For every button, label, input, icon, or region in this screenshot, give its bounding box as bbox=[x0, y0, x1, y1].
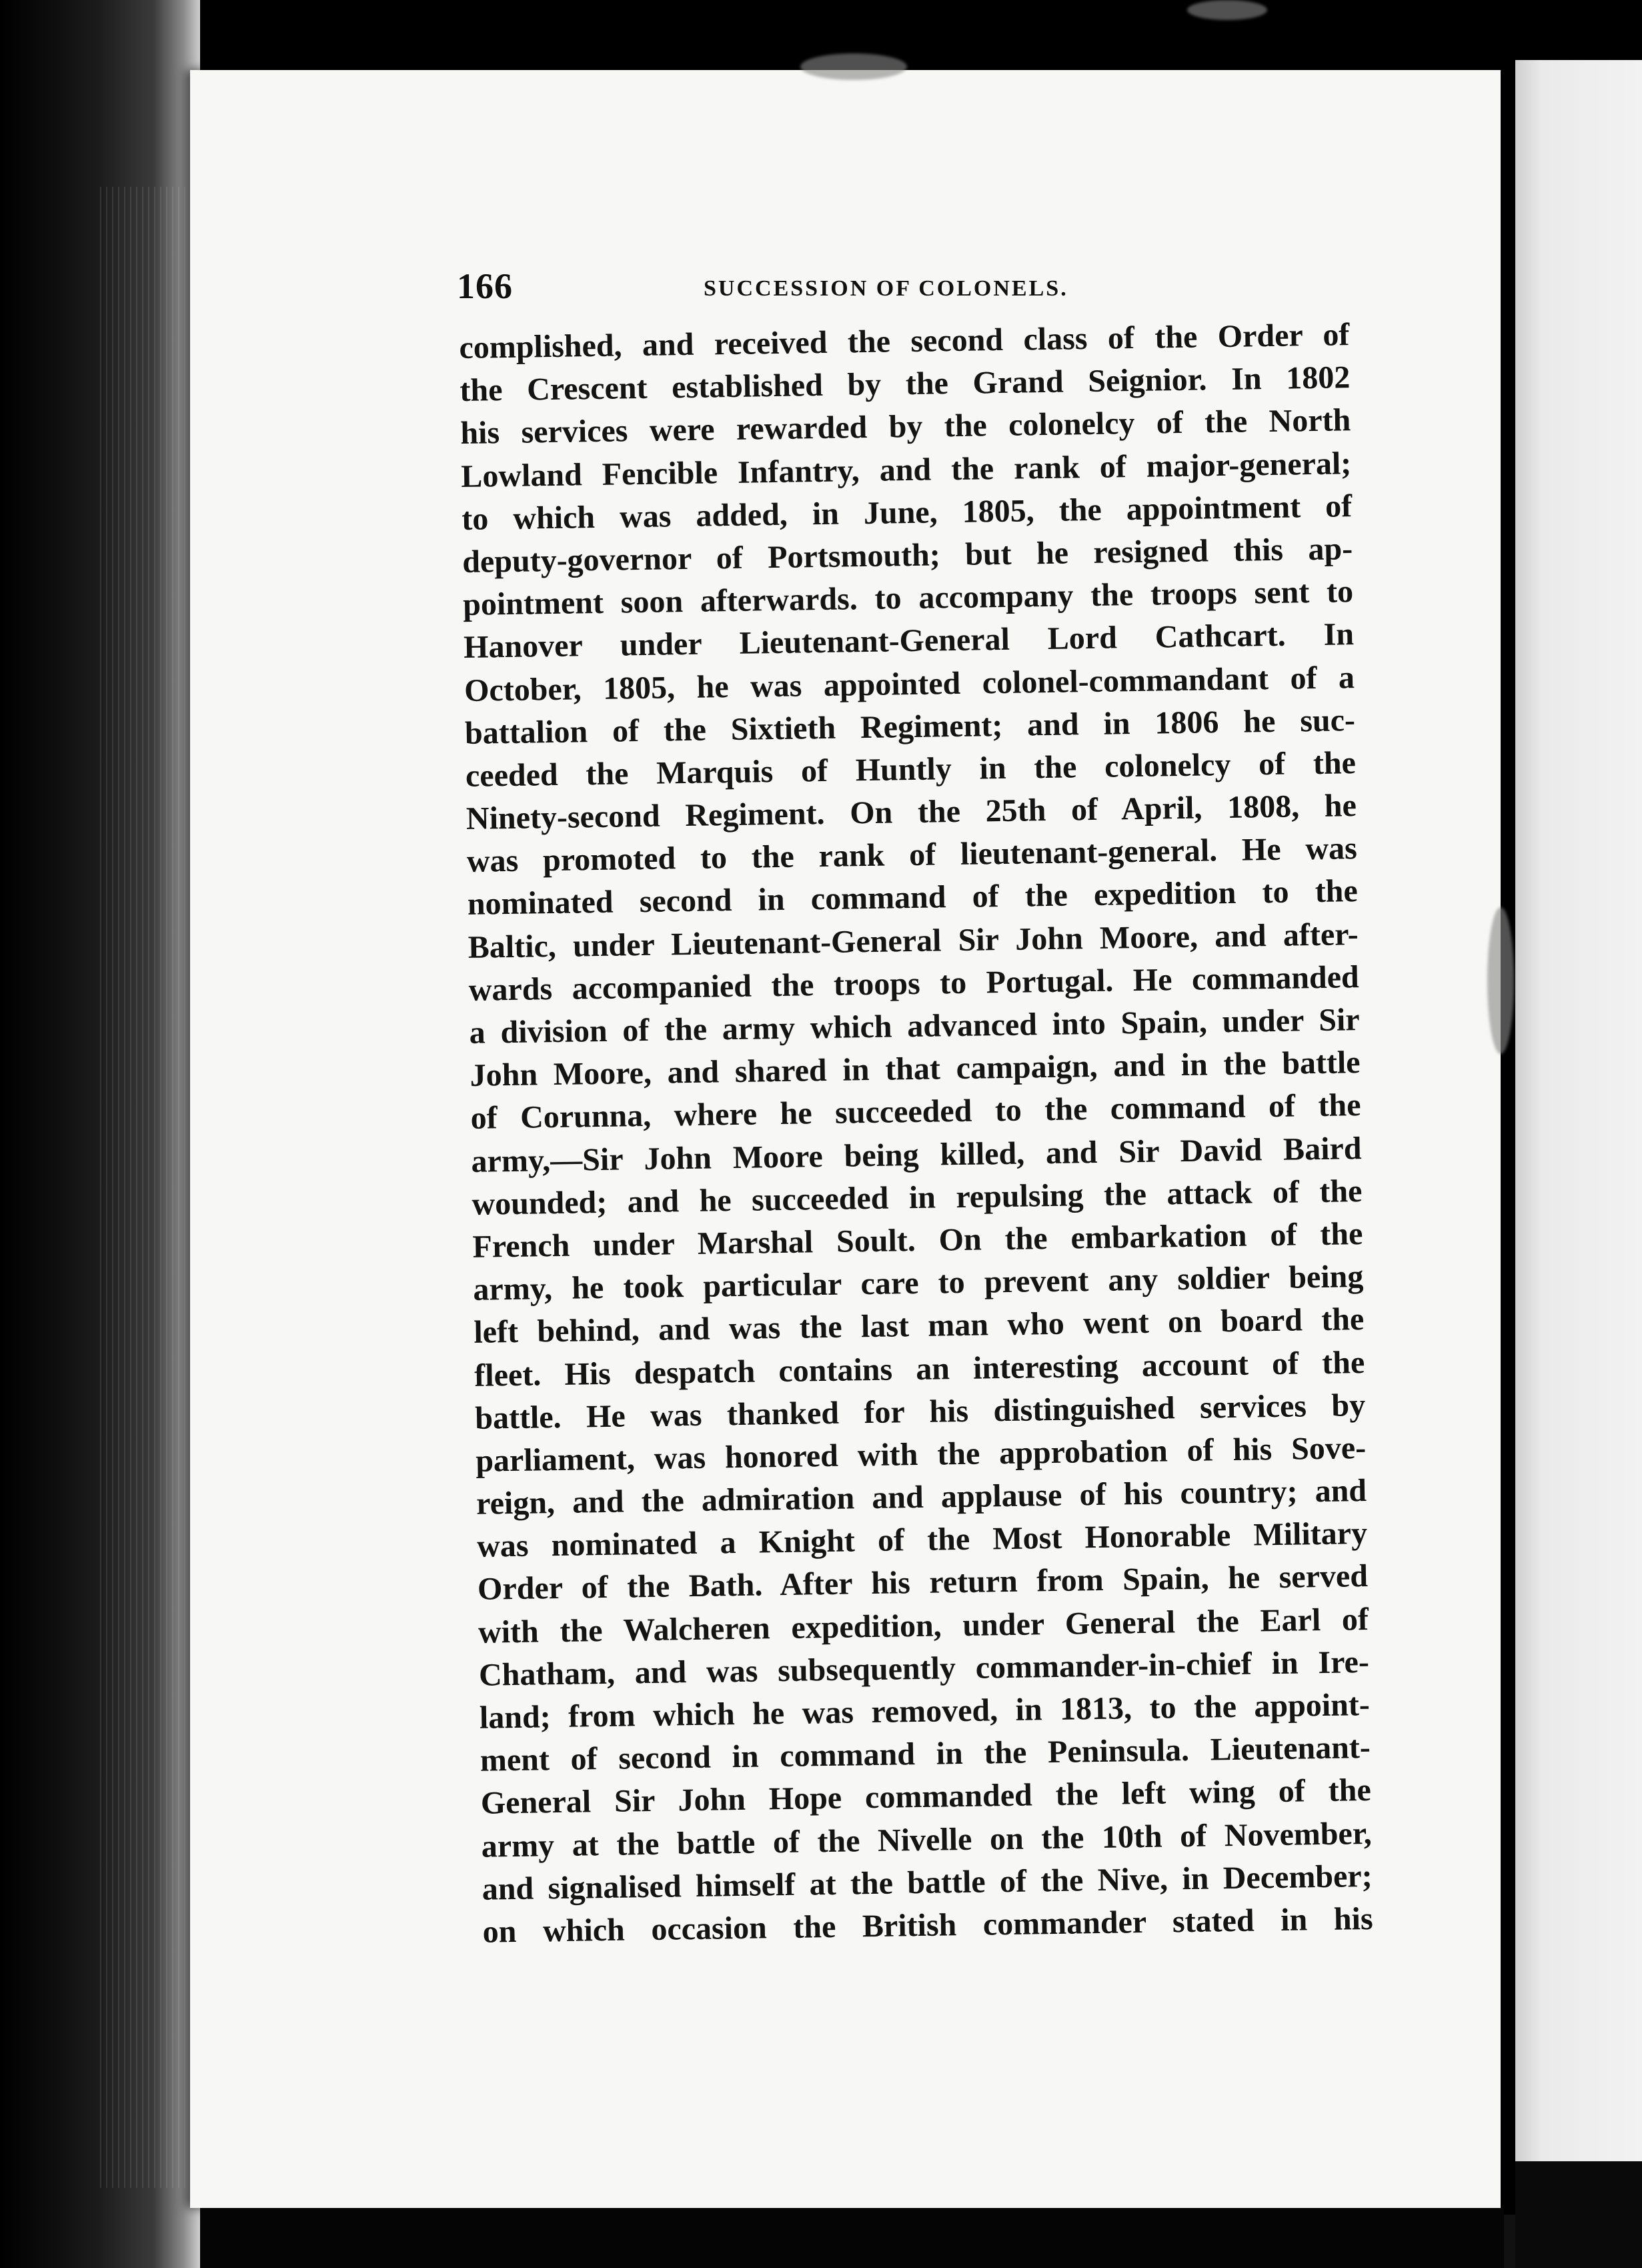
text-line: General Sir John Hope commanded the left wing of the bbox=[480, 1772, 1372, 1822]
text-line: Baltic, under Lieutenant-General Sir John Moore, and after- bbox=[468, 916, 1359, 965]
running-head: SUCCESSION OF COLONELS. bbox=[704, 276, 1068, 301]
text-line: was nominated a Knight of the Most Honorable Military bbox=[476, 1516, 1368, 1565]
text-line: fleet. His despatch contains an interesting account of the bbox=[474, 1344, 1365, 1393]
text-line: the Crescent established by the Grand Seignior. In 1802 bbox=[460, 360, 1351, 409]
text-line: army at the battle of the Nivelle on the 10th of November, bbox=[481, 1815, 1373, 1864]
page-bottom-shadow bbox=[200, 2208, 1504, 2268]
text-line: army,—Sir John Moore being killed, and Sir David Baird bbox=[471, 1130, 1362, 1179]
text-line: John Moore, and shared in that campaign, and in the battle bbox=[470, 1045, 1361, 1094]
text-line: deputy-governor of Portsmouth; but he resigned this ap- bbox=[462, 531, 1353, 580]
book-gutter bbox=[1501, 53, 1515, 2215]
text-line: reign, and the admiration and applause of his country; and bbox=[476, 1473, 1367, 1522]
text-line: pointment soon afterwards. to accompany the troops sent to bbox=[462, 574, 1354, 623]
text-line: parliament, was honored with the approbation of his Sove- bbox=[475, 1430, 1367, 1479]
text-line: nominated second in command of the expedition to the bbox=[467, 873, 1359, 923]
text-line: Chatham, and was subsequently commander-in-chief in Ire- bbox=[478, 1644, 1370, 1693]
text-line: Order of the Bath. After his return from Spain, he served bbox=[477, 1558, 1369, 1608]
text-line: ment of second in command in the Peninsula. Lieutenant- bbox=[480, 1730, 1371, 1778]
text-line: with the Walcheren expedition, under General the Earl of bbox=[478, 1601, 1369, 1650]
text-line: to which was added, in June, 1805, the appointment of bbox=[461, 488, 1353, 537]
text-line: ceeded the Marquis of Huntly in the colonelcy of the bbox=[465, 744, 1357, 794]
text-line: Lowland Fencible Infantry, and the rank of major-general; bbox=[460, 445, 1352, 494]
page-edge-streaks bbox=[100, 187, 193, 2188]
facing-page-edge bbox=[1515, 60, 1642, 2195]
text-line: battalion of the Sixtieth Regiment; and in 1806 he suc- bbox=[464, 702, 1356, 751]
text-line: of Corunna, where he succeeded to the command of the bbox=[470, 1087, 1361, 1137]
text-line: land; from which he was removed, in 1813, to the appoint- bbox=[479, 1686, 1371, 1736]
text-line: army, he took particular care to prevent any soldier being bbox=[473, 1259, 1364, 1307]
scan-speck bbox=[800, 53, 907, 80]
scan-speck bbox=[1187, 0, 1267, 20]
scan-speck bbox=[1487, 907, 1514, 1054]
text-line: October, 1805, he was appointed colonel-commandant of a bbox=[464, 659, 1355, 708]
text-line: was promoted to the rank of lieutenant-general. He was bbox=[466, 830, 1358, 880]
text-line: wounded; and he succeeded in repulsing the attack of the bbox=[472, 1173, 1363, 1222]
page-header bbox=[457, 265, 1351, 319]
page-number: 166 bbox=[457, 266, 513, 306]
text-line: French under Marshal Soult. On the embarkation of the bbox=[472, 1215, 1363, 1265]
text-line: left behind, and was the last man who went on board the bbox=[473, 1301, 1365, 1351]
text-line: wards accompanied the troops to Portugal. He commanded bbox=[468, 959, 1359, 1008]
text-line: on which occasion the British commander stated in his bbox=[482, 1900, 1373, 1950]
text-line: battle. He was thanked for his distinguished services by bbox=[474, 1387, 1366, 1436]
text-line: a division of the army which advanced into Spain, under Sir bbox=[469, 1002, 1360, 1051]
facing-page-bottom-shadow bbox=[1515, 2161, 1642, 2268]
text-line: and signalised himself at the battle of the Nive, in December; bbox=[482, 1858, 1373, 1907]
text-line: Ninety-second Regiment. On the 25th of April, 1808, he bbox=[466, 788, 1357, 836]
text-line: complished, and received the second class of the Order of bbox=[459, 317, 1350, 366]
text-line: Hanover under Lieutenant-General Lord Cathcart. In bbox=[463, 616, 1355, 666]
text-line: his services were rewarded by the colonelcy of the North bbox=[460, 402, 1351, 452]
body-text bbox=[459, 314, 1373, 1954]
